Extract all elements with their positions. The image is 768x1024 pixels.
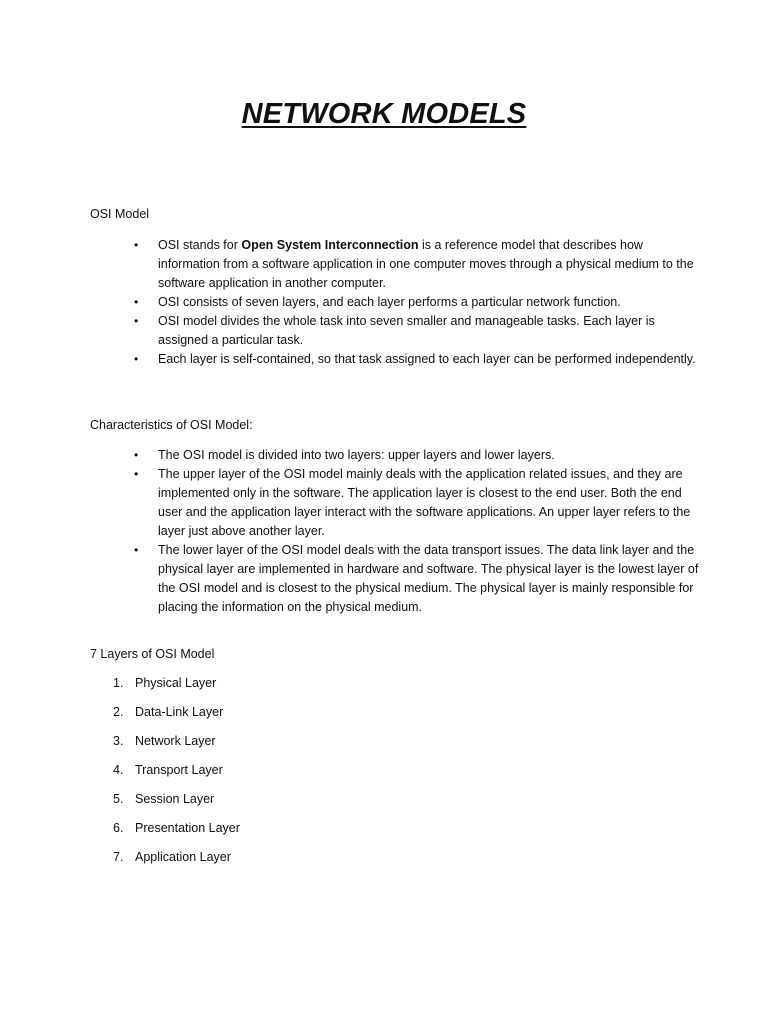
list-number: 2. [113, 705, 124, 719]
list-item [90, 236, 700, 293]
bullet-icon: • [134, 295, 139, 309]
layer-name: Presentation Layer [135, 821, 240, 835]
bullet-icon: • [134, 448, 139, 462]
list-item-text: The lower layer of the OSI model deals with the data transport issues. The data link layer and the physical layer are implemented in hardware and software. The physical layer is the lowest layer of the OSI model and is closest to the physical medium. The physical layer is mainly responsible for placing the information on the physical medium. [158, 543, 699, 614]
list-item-text: Each layer is self-contained, so that task assigned to each layer can be performed independently. [158, 352, 696, 366]
bullet-icon: • [134, 543, 139, 557]
list-item [90, 790, 590, 819]
list-item [90, 350, 700, 369]
list-item [90, 465, 702, 541]
list-item [90, 674, 590, 703]
layer-name: Physical Layer [135, 676, 217, 690]
list-item [90, 761, 590, 790]
list-number: 4. [113, 763, 124, 777]
layer-name: Application Layer [135, 850, 231, 864]
list-item-text: OSI consists of seven layers, and each layer performs a particular network function. [158, 295, 621, 309]
list-item [90, 848, 590, 877]
list-item-text: OSI model divides the whole task into seven smaller and manageable tasks. Each layer is assigned a particular task. [158, 314, 655, 347]
list-item-text: The upper layer of the OSI model mainly deals with the application related issues, and they are implemented only in the software. The application layer is closest to the end user. Both the end user and the application layer interact with the software applications. An upper layer refers to the layer just above another layer. [158, 467, 691, 538]
list-item-text: The OSI model is divided into two layers: upper layers and lower layers. [158, 448, 555, 462]
list-item [90, 293, 700, 312]
bullet-icon: • [134, 314, 139, 328]
list-item [90, 732, 590, 761]
bullet-icon: • [134, 238, 139, 252]
list-item [90, 312, 700, 350]
osi-layers-list [90, 674, 590, 877]
list-number: 1. [113, 676, 124, 690]
osi-layers-heading: 7 Layers of OSI Model [90, 647, 215, 661]
list-item-text: OSI stands for Open System Interconnection is a reference model that describes how information from a software application in one computer moves through a physical medium to the software application in another computer. [158, 238, 694, 290]
list-item [90, 703, 590, 732]
list-item [90, 541, 702, 617]
list-number: 7. [113, 850, 124, 864]
list-number: 3. [113, 734, 124, 748]
characteristics-bullet-list [90, 446, 702, 617]
osi-model-heading: OSI Model [90, 207, 150, 221]
osi-model-bullet-list [90, 236, 700, 369]
bullet-icon: • [134, 467, 139, 481]
layer-name: Network Layer [135, 734, 216, 748]
bold-term: Open System Interconnection [241, 238, 419, 252]
bullet-icon: • [134, 352, 139, 366]
list-item [90, 446, 702, 465]
list-number: 5. [113, 792, 124, 806]
characteristics-heading: Characteristics of OSI Model: [90, 418, 253, 432]
list-item [90, 819, 590, 848]
document-title: NETWORK MODELS [241, 98, 527, 130]
layer-name: Data-Link Layer [135, 705, 224, 719]
layer-name: Session Layer [135, 792, 215, 806]
list-number: 6. [113, 821, 124, 835]
layer-name: Transport Layer [135, 763, 223, 777]
